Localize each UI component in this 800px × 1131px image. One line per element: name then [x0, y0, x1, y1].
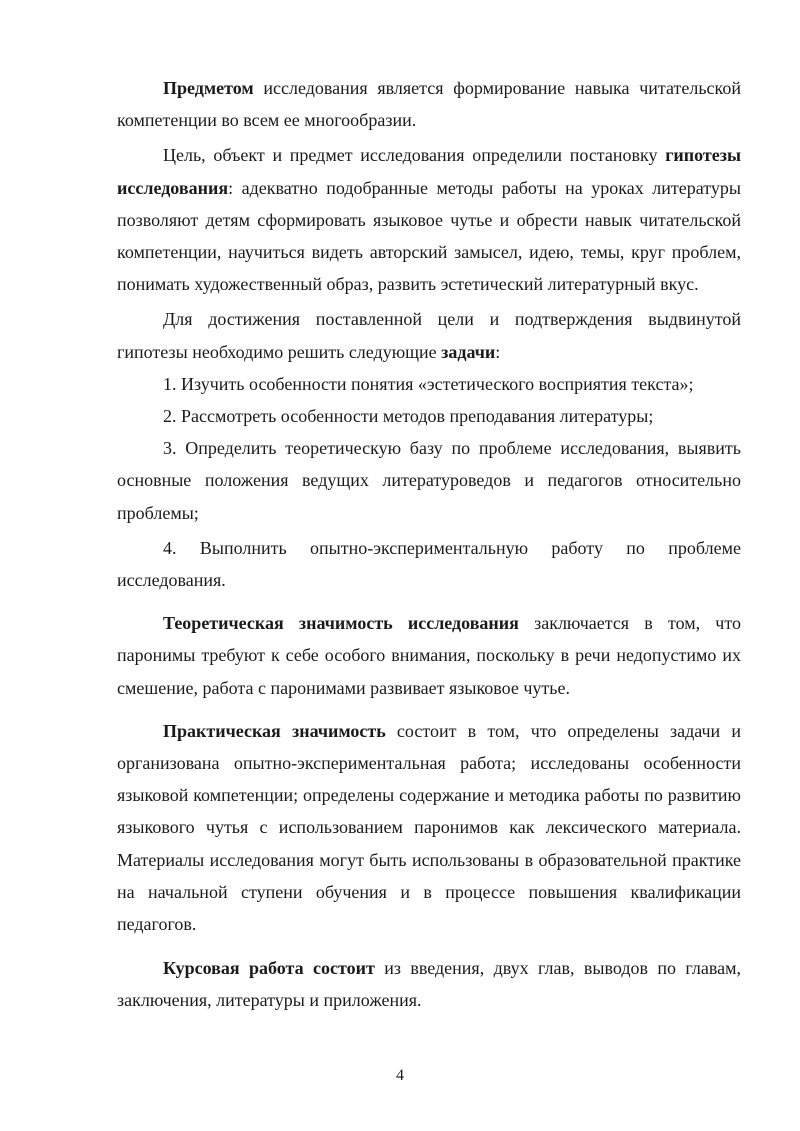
theoretical-term: Теоретическая значимость исследования [163, 613, 519, 634]
page-number: 4 [396, 1067, 404, 1084]
paragraph-practical-significance [117, 715, 741, 940]
paragraph-structure [117, 952, 741, 1016]
paragraph-subject [117, 72, 741, 136]
practical-text: состоит в том, что определены задачи и организована опытно-экспериментальная работа; исследованы особенности языковой компетенции; определены содержание и методика работы по развитию языкового чутья с использованием паронимов как лексического материала. Материалы исследования могут быть использованы в образовательной практике на начальной ступени обучения и в процессе повышения квалификации педагогов. [117, 720, 741, 935]
theoretical-text: заключается в том, что паронимы требуют к себе особого внимания, поскольку в речи недопустимо их смешение, работа с паронимами развивает языковое чутье. [117, 613, 741, 698]
paragraph-tasks-intro [117, 303, 741, 367]
hypothesis-text: : адекватно подобранные методы работы на уроках литературы позволяют детям сформировать языковое чутье и обрести навык читательской компетенции, научиться видеть авторский замысел, идею, темы, круг проблем, понимать художественный образ, развить эстетический литературный вкус. [117, 177, 741, 295]
document-body [117, 72, 741, 1017]
structure-term: Курсовая работа состоит [163, 958, 375, 979]
task-item-2: 2. Рассмотреть особенности методов преподавания литературы; [163, 406, 654, 427]
practical-term: Практическая значимость [163, 720, 386, 741]
tasks-colon: : [495, 341, 501, 362]
structure-text: из введения, двух глав, выводов по главам, заключения, литературы и приложения. [117, 958, 741, 1011]
hypothesis-term: гипотезы исследования [117, 145, 741, 198]
tasks-term: задачи [441, 341, 496, 362]
task-item-3: 3. Определить теоретическую базу по проблеме исследования, выявить основные положения ведущих литературоведов и педагогов относительно проблемы; [117, 438, 741, 523]
tasks-intro-text: Для достижения поставленной цели и подтверждения выдвинутой гипотезы необходимо решить следующие [117, 309, 741, 362]
hypothesis-intro: Цель, объект и предмет исследования определили постановку [163, 145, 666, 166]
task-item-1: 1. Изучить особенности понятия «эстетического восприятия текста»; [163, 373, 694, 394]
task-item-4: 4. Выполнить опытно-экспериментальную работу по проблеме исследования. [117, 537, 741, 591]
paragraph-theoretical-significance [117, 607, 741, 704]
subject-text: исследования является формирование навыка читательской компетенции во всем ее многообразии. [117, 78, 741, 131]
paragraph-hypothesis [117, 139, 741, 300]
subject-term: Предметом [163, 78, 254, 98]
